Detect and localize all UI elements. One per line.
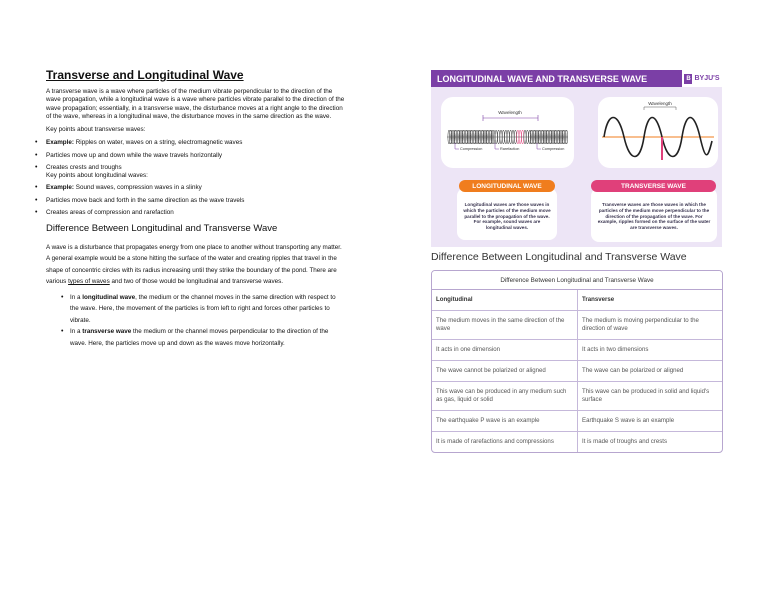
table-cell: It is made of rarefactions and compressions	[436, 437, 554, 445]
table-row	[432, 382, 722, 411]
table-cell: The wave cannot be polarized or aligned	[436, 366, 546, 374]
infographic-header	[431, 70, 722, 87]
transverse-points-list	[46, 139, 346, 216]
comparison-table	[431, 270, 723, 453]
table-row	[432, 361, 722, 382]
comparison-heading: Difference Between Longitudinal and Transverse Wave	[431, 251, 687, 263]
table-cell: The wave can be polarized or aligned	[577, 361, 722, 381]
table-row	[432, 311, 722, 340]
transverse-description: Transverse waves are those waves in which the particles of the medium move perpendicular to the direction of the propagation of the wave. For example, ripples formed on the surface of the water are transverse waves.	[597, 202, 711, 231]
table-header-row	[432, 290, 722, 311]
column-header-transverse: Transverse	[577, 290, 722, 310]
longitudinal-description: Longitudinal waves are those waves in which the particles of the medium move parallel to the propagation of the wave. For example, sound waves are longitudinal waves.	[463, 202, 551, 231]
table-cell: This wave can be produced in solid and liquid's surface	[577, 382, 722, 410]
transverse-wave-badge: TRANSVERSE WAVE	[591, 180, 716, 192]
longitudinal-diagram-panel	[441, 97, 574, 168]
longitudinal-card	[457, 188, 557, 240]
table-cell: The medium is moving perpendicular to the direction of wave	[577, 311, 722, 339]
transverse-wave-diagram	[598, 97, 718, 168]
table-row	[432, 411, 722, 432]
wave-paragraph: A wave is a disturbance that propagates energy from one place to another without transporting any matter. A general example would be a stone hitting the surface of the water and creating ripples that travel in the shape of concentric circles with its radius increasing until they strike the boundary of the pond. There are various types of waves and two of those would be longitudinal and transverse waves.	[46, 243, 342, 286]
infographic-title: LONGITUDINAL WAVE AND TRANSVERSE WAVE	[437, 73, 648, 84]
list-item: • Creates areas of compression and rarefaction	[46, 209, 346, 217]
table-cell: Earthquake S wave is an example	[577, 411, 722, 431]
wave-types-list	[70, 292, 346, 350]
longitudinal-wave-diagram	[441, 97, 574, 168]
wave-infographic	[431, 70, 722, 247]
longitudinal-key-points-intro: Key points about longitudinal waves:	[46, 172, 148, 180]
list-item: • Particles move up and down while the wave travels horizontally	[46, 152, 346, 160]
wavelength-label: Wavelength	[648, 101, 672, 106]
compression-label: Compression	[460, 147, 483, 151]
list-item: • In a longitudinal wave, the medium or the channel moves in the same direction with respect to the wave. Here, the movement of the particles is from left to right and forces other particles to vibrate.	[70, 292, 346, 327]
table-cell: The medium moves in the same direction of the wave	[436, 316, 565, 332]
list-item: • Creates crests and troughs Key points about longitudinal waves:	[46, 164, 346, 180]
table-row	[432, 432, 722, 452]
logo-text: BYJU'S	[694, 75, 720, 82]
compression-label: Compression	[542, 147, 565, 151]
byjus-logo	[682, 70, 722, 87]
list-item: • Example: Ripples on water, waves on a string, electromagnetic waves	[46, 139, 346, 147]
transverse-key-points-intro: Key points about transverse waves:	[46, 126, 146, 134]
rarefaction-label: Rarefaction	[500, 147, 520, 151]
table-cell: It acts in two dimensions	[577, 340, 722, 360]
list-item: • Particles move back and forth in the same direction as the wave travels	[46, 197, 346, 205]
list-item: • In a transverse wave the medium or the channel moves perpendicular to the direction of the wave. Here, the particles move up and down as the waves move horizontally.	[70, 326, 346, 349]
section-heading: Difference Between Longitudinal and Transverse Wave	[46, 222, 278, 234]
table-cell: The earthquake P wave is an example	[436, 416, 540, 424]
column-header-longitudinal: Longitudinal	[436, 295, 473, 303]
types-of-waves-link[interactable]: types of waves	[68, 278, 110, 286]
table-cell: It is made of troughs and crests	[577, 432, 722, 452]
wavelength-label: Wavelength	[498, 110, 522, 115]
transverse-diagram-panel	[598, 97, 718, 168]
article-column	[46, 68, 346, 349]
transverse-card	[591, 188, 717, 242]
table-cell: It acts in one dimension	[436, 345, 501, 353]
table-caption: Difference Between Longitudinal and Transverse Wave	[432, 271, 722, 290]
article-title: Transverse and Longitudinal Wave	[46, 68, 244, 82]
longitudinal-wave-badge: LONGITUDINAL WAVE	[459, 180, 555, 192]
list-item: • Example: Sound waves, compression waves in a slinky	[46, 184, 346, 192]
table-cell: This wave can be produced in any medium such as gas, liquid or solid	[436, 387, 567, 403]
logo-badge: B	[686, 75, 691, 82]
table-row	[432, 340, 722, 361]
intro-paragraph: A transverse wave is a wave where particles of the medium vibrate perpendicular to the direction of the wave propagation, while a longitudinal wave is a wave where particles vibrate parallel to the direction of the wave propagation; essentially, in a transverse wave, the disturbance moves at a right angle to the direction of the wave, whereas in a longitudinal wave, the disturbance moves in the same direction as the wave.	[46, 88, 345, 120]
